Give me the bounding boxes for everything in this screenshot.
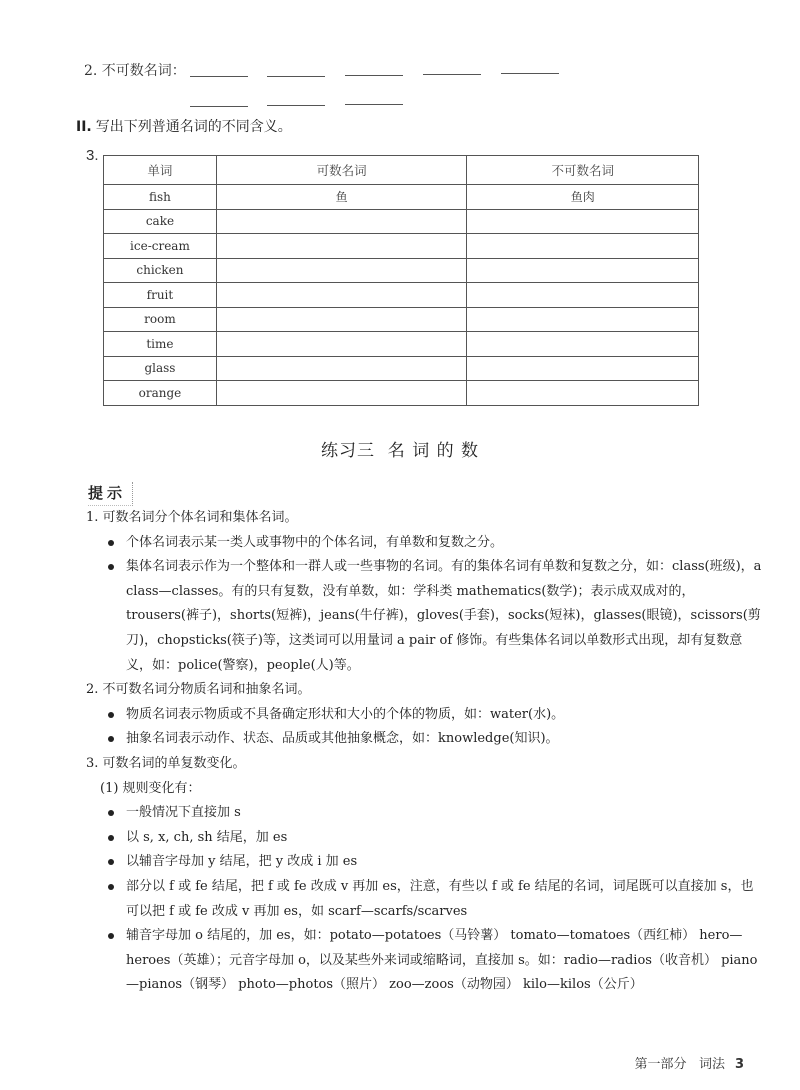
tip-bullet-item: 个体名词表示某一类人或事物中的个体名词，有单数和复数之分。 [100, 531, 766, 556]
cell-uncountable[interactable] [467, 356, 699, 381]
footer-part: 第一部分 词法 [634, 1057, 725, 1072]
page-number: 3 [734, 1057, 744, 1072]
cell-countable[interactable]: 鱼 [216, 185, 467, 210]
answer-blank[interactable] [267, 105, 325, 106]
tip-numbered-item: 1. 可数名词分个体名词和集体名词。 [86, 510, 298, 525]
cell-countable[interactable] [216, 307, 467, 332]
cell-word: ice-cream [104, 234, 217, 259]
tip-bullet-item: 集体名词表示作为一个整体和一群人或一些事物的名词。有的集体名词有单数和复数之分，如：class(班级)，a class—classes。有的只有复数，没有单数，如：学科类 mathematics(数学)；表示成双成对的，trousers(裤子)，shorts(短裤)，jeans(牛仔裤)，gloves(手套)，socks(短袜)，glasses(眼镜)，scissors(剪刀)，chopsticks(筷子)等，这类词可以用量词 a pair of 修饰。有些集体名词以单数形式出现，却有复数意义，如：police(警察)，people(人)等。 [100, 555, 766, 678]
answer-blank[interactable] [423, 74, 481, 75]
tip-bullet-item: 辅音字母加 o 结尾的，加 es，如：potato—potatoes（马铃薯） tomato—tomatoes（西红柿） hero—heroes（英雄）；元音字母加 o，以及某些外来词或缩略词，直接加 s。如：radio—radios（收音机） piano—pianos（钢琴） photo—photos（照片） zoo—zoos（动物园） kilo—kilos（公斤） [100, 924, 766, 998]
section-2-heading [76, 116, 292, 136]
answer-blank[interactable] [190, 76, 248, 77]
header-word: 单词 [104, 156, 217, 185]
cell-countable[interactable] [216, 356, 467, 381]
cell-countable[interactable] [216, 381, 467, 406]
question-3-number: 3. [86, 147, 99, 164]
cell-uncountable[interactable] [467, 258, 699, 283]
question-2 [84, 60, 186, 80]
table-row [104, 332, 699, 357]
table-row [104, 381, 699, 406]
question-2-label: 2. 不可数名词： [84, 63, 186, 79]
cell-uncountable[interactable] [467, 332, 699, 357]
answer-blank[interactable] [345, 75, 403, 76]
cell-word: room [104, 307, 217, 332]
cell-word: cake [104, 209, 217, 234]
tip-bullet-item: 一般情况下直接加 s [100, 801, 766, 826]
cell-uncountable[interactable] [467, 307, 699, 332]
header-uncountable: 不可数名词 [467, 156, 699, 185]
cell-countable[interactable] [216, 258, 467, 283]
cell-uncountable[interactable] [467, 209, 699, 234]
cell-word: glass [104, 356, 217, 381]
table-row [104, 234, 699, 259]
table-row [104, 283, 699, 308]
tips-heading: 提示 [88, 482, 133, 506]
cell-word: fish [104, 185, 217, 210]
section-number: II. [76, 119, 92, 135]
header-countable: 可数名词 [216, 156, 467, 185]
table-row [104, 307, 699, 332]
tip-numbered-item: 3. 可数名词的单复数变化。 [86, 755, 246, 771]
section-instruction: 写出下列普通名词的不同含义。 [95, 119, 292, 135]
table-row [104, 356, 699, 381]
cell-uncountable[interactable] [467, 381, 699, 406]
tip-subheading: (1) 规则变化有： [100, 780, 201, 796]
noun-meaning-table [103, 155, 699, 406]
tip-bullet-item: 物质名词表示物质或不具备确定形状和大小的个体的物质，如：water(水)。 [100, 703, 766, 728]
cell-countable[interactable] [216, 283, 467, 308]
cell-word: chicken [104, 258, 217, 283]
table-row [104, 209, 699, 234]
tip-bullet-item: 部分以 f 或 fe 结尾，把 f 或 fe 改成 v 再加 es，注意，有些以 f 或 fe 结尾的名词，词尾既可以直接加 s，也可以把 f 或 fe 改成 v 再加 es，如 scarf—scarfs/scarves [100, 875, 766, 924]
table-row [104, 185, 699, 210]
tip-numbered-item: 2. 不可数名词分物质名词和抽象名词。 [86, 682, 311, 698]
tips-content [86, 506, 766, 998]
exercise-title: 练习三 名 词 的 数 [320, 441, 480, 461]
cell-word: fruit [104, 283, 217, 308]
answer-blank[interactable] [345, 104, 403, 105]
answer-blank[interactable] [267, 76, 325, 77]
answer-blank[interactable] [501, 73, 559, 74]
cell-uncountable[interactable] [467, 234, 699, 259]
tip-bullet-item: 以辅音字母加 y 结尾，把 y 改成 i 加 es [100, 850, 766, 875]
table-header-row [104, 156, 699, 185]
cell-countable[interactable] [216, 234, 467, 259]
cell-uncountable[interactable]: 鱼肉 [467, 185, 699, 210]
cell-countable[interactable] [216, 209, 467, 234]
cell-word: time [104, 332, 217, 357]
cell-uncountable[interactable] [467, 283, 699, 308]
tip-bullet-item: 以 s, x, ch, sh 结尾，加 es [100, 826, 766, 851]
answer-blank[interactable] [190, 106, 248, 107]
table-row [104, 258, 699, 283]
tip-bullet-item: 抽象名词表示动作、状态、品质或其他抽象概念，如：knowledge(知识)。 [100, 727, 766, 752]
cell-word: orange [104, 381, 217, 406]
page-footer [626, 1038, 744, 1072]
cell-countable[interactable] [216, 332, 467, 357]
